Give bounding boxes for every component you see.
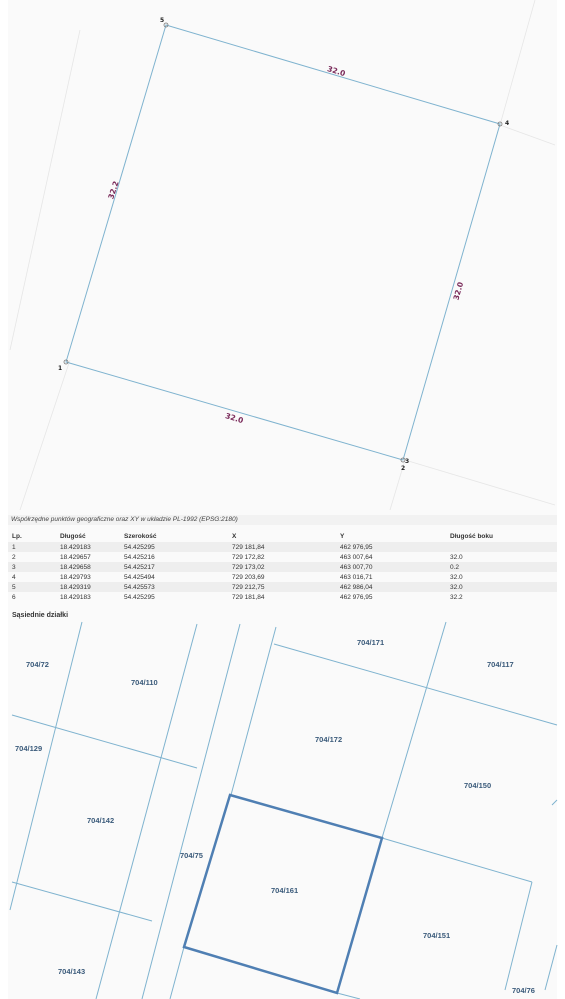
vertex-label-1: 1 [58, 365, 63, 372]
table-row [8, 542, 557, 552]
table-cell: 54.425573 [124, 583, 155, 591]
table-cell: 0.2 [450, 563, 460, 571]
column-header: Długość [60, 532, 86, 540]
column-header: Y [340, 532, 345, 540]
table-row [8, 572, 557, 582]
table-cell: 54.425494 [124, 573, 155, 581]
table-row [8, 592, 557, 602]
edge-label-bottom: 32.0 [224, 411, 245, 426]
parcel-label[interactable]: 704/72 [26, 660, 49, 669]
parcel-label[interactable]: 704/110 [131, 678, 158, 687]
table-cell: 5 [12, 583, 16, 591]
table-cell: 729 212,75 [232, 583, 265, 591]
parcel-label[interactable]: 704/151 [423, 931, 451, 940]
table-cell: 18.429319 [60, 583, 91, 591]
table-cell: 4 [12, 573, 16, 581]
vertex-label-2: 2 [401, 465, 406, 472]
column-header: Szerokość [124, 532, 157, 540]
vertex-label-4: 4 [505, 120, 510, 127]
table-cell: 54.425216 [124, 553, 155, 561]
table-cell: 729 172,82 [232, 553, 265, 561]
table-cell: 463 016,71 [340, 573, 373, 581]
table-cell: 18.429793 [60, 573, 91, 581]
table-cell: 462 976,95 [340, 593, 373, 601]
table-header-row [8, 530, 557, 542]
table-cell: 18.429183 [60, 543, 91, 551]
edge-label-left: 32.2 [106, 179, 121, 201]
neighbors-title: Sąsiednie działki [12, 612, 69, 619]
table-cell: 462 976,95 [340, 543, 373, 551]
table-row [8, 582, 557, 592]
parcel-label[interactable]: 704/150 [464, 781, 492, 790]
table-cell: 1 [12, 543, 16, 551]
table-cell: 54.425295 [124, 543, 155, 551]
table-cell: 32.0 [450, 553, 463, 561]
table-cell: 729 173,02 [232, 563, 265, 571]
table-cell: 6 [12, 593, 16, 601]
parcel-label[interactable]: 704/143 [58, 967, 86, 976]
edge-label-right: 32.0 [451, 280, 466, 302]
table-cell: 729 203,69 [232, 573, 265, 581]
table-row [8, 562, 557, 572]
table-cell: 463 007,70 [340, 563, 373, 571]
table-cell: 729 181,84 [232, 593, 265, 601]
coordinates-table [8, 530, 557, 602]
table-cell: 18.429657 [60, 553, 91, 561]
parcel-label[interactable]: 704/117 [487, 660, 514, 669]
parcel-label[interactable]: 704/76 [512, 986, 535, 995]
table-cell: 463 007,64 [340, 553, 373, 561]
column-header: X [232, 532, 237, 540]
parcel-label-selected[interactable]: 704/161 [271, 886, 299, 895]
table-cell: 54.425217 [124, 563, 155, 571]
parcel-label[interactable]: 704/142 [87, 816, 115, 825]
parcel-outline [66, 25, 500, 460]
parcel-label[interactable]: 704/75 [180, 851, 203, 860]
table-cell: 32.0 [450, 583, 463, 591]
parcel-label[interactable]: 704/171 [357, 638, 385, 647]
vertex-label-3: 3 [405, 458, 410, 465]
table-cell: 3 [12, 563, 16, 571]
table-cell: 32.2 [450, 593, 463, 601]
grid-lines [10, 0, 555, 510]
table-row [8, 552, 557, 562]
table-cell: 18.429183 [60, 593, 91, 601]
table-cell: 18.429658 [60, 563, 91, 571]
edge-label-top: 32.0 [326, 64, 347, 79]
table-cell: 54.425295 [124, 593, 155, 601]
parcel-label[interactable]: 704/172 [315, 735, 343, 744]
table-cell: 2 [12, 553, 16, 561]
column-header: Długość boku [450, 532, 493, 540]
coordinates-caption: Współrzędne punktów geograficzne oraz XY w układzie PL-1992 (EPSG:2180) [8, 515, 557, 525]
column-header: Lp. [12, 532, 22, 540]
table-cell: 32.0 [450, 573, 463, 581]
parcel-label[interactable]: 704/129 [15, 744, 43, 753]
table-cell: 462 986,04 [340, 583, 373, 591]
table-cell [446, 542, 557, 552]
vertex-label-5: 5 [160, 17, 165, 24]
table-cell: 729 181,84 [232, 543, 265, 551]
